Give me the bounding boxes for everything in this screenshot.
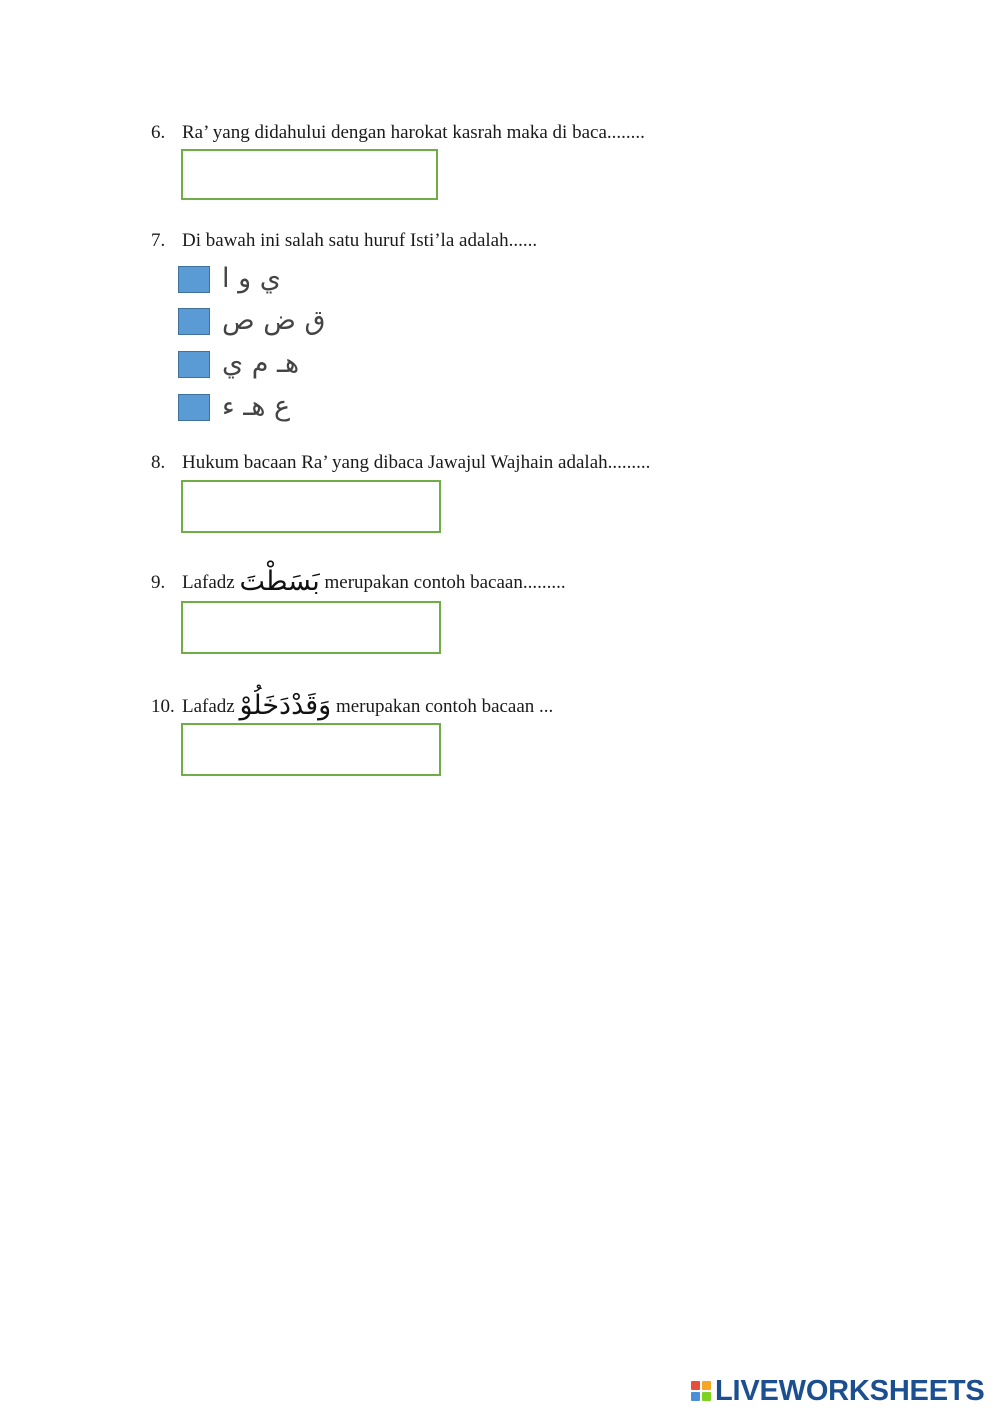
- option-label: هـ م ي: [222, 348, 300, 379]
- option-2: [178, 306, 325, 336]
- question-text: Di bawah ini salah satu huruf Isti’la adalah......: [182, 230, 538, 251]
- question-suffix: merupakan contoh bacaan.........: [324, 572, 566, 593]
- question-suffix: merupakan contoh bacaan ...: [335, 696, 554, 717]
- question-9: [151, 566, 566, 597]
- option-checkbox[interactable]: [178, 266, 210, 293]
- question-number: 6.: [151, 122, 166, 143]
- question-7: [151, 229, 537, 253]
- option-checkbox[interactable]: [178, 308, 210, 335]
- option-checkbox[interactable]: [178, 394, 210, 421]
- question-number: 9.: [151, 572, 166, 593]
- answer-input-6[interactable]: [183, 151, 436, 198]
- brand-name: LIVEWORKSHEETS: [715, 1374, 985, 1407]
- question-8: [151, 451, 650, 475]
- question-text: Ra’ yang didahului dengan harokat kasrah maka di baca........: [182, 122, 645, 143]
- question-number: 10.: [151, 696, 175, 717]
- question-number: 8.: [151, 452, 166, 473]
- question-prefix: Lafadz: [182, 696, 235, 717]
- answer-input-10[interactable]: [183, 725, 439, 774]
- question-6: [151, 121, 645, 145]
- option-3: [178, 349, 299, 379]
- option-label: ي و ا: [222, 263, 281, 294]
- liveworksheets-logo[interactable]: [691, 1376, 985, 1406]
- arabic-example: بَسَطْتَ: [239, 566, 320, 597]
- answer-box-9[interactable]: [181, 601, 441, 654]
- question-prefix: Lafadz: [182, 572, 235, 593]
- arabic-example: وَقَدْدَخَلُوْ: [239, 690, 332, 721]
- answer-box-6[interactable]: [181, 149, 438, 200]
- answer-box-8[interactable]: [181, 480, 441, 533]
- logo-square-green: [702, 1392, 711, 1401]
- option-checkbox[interactable]: [178, 351, 210, 378]
- liveworksheets-logo-icon: [691, 1381, 711, 1401]
- answer-input-8[interactable]: [183, 482, 439, 531]
- answer-input-9[interactable]: [183, 603, 439, 652]
- question-10: [151, 690, 554, 721]
- logo-square-red: [691, 1381, 700, 1390]
- answer-box-10[interactable]: [181, 723, 441, 776]
- logo-square-orange: [702, 1381, 711, 1390]
- option-4: [178, 392, 290, 422]
- logo-square-blue: [691, 1392, 700, 1401]
- option-label: ع هـ ء: [222, 391, 291, 422]
- question-text: Hukum bacaan Ra’ yang dibaca Jawajul Wajhain adalah.........: [182, 452, 651, 473]
- question-number: 7.: [151, 230, 166, 251]
- option-1: [178, 264, 281, 294]
- option-label: ق ض ص: [222, 305, 326, 336]
